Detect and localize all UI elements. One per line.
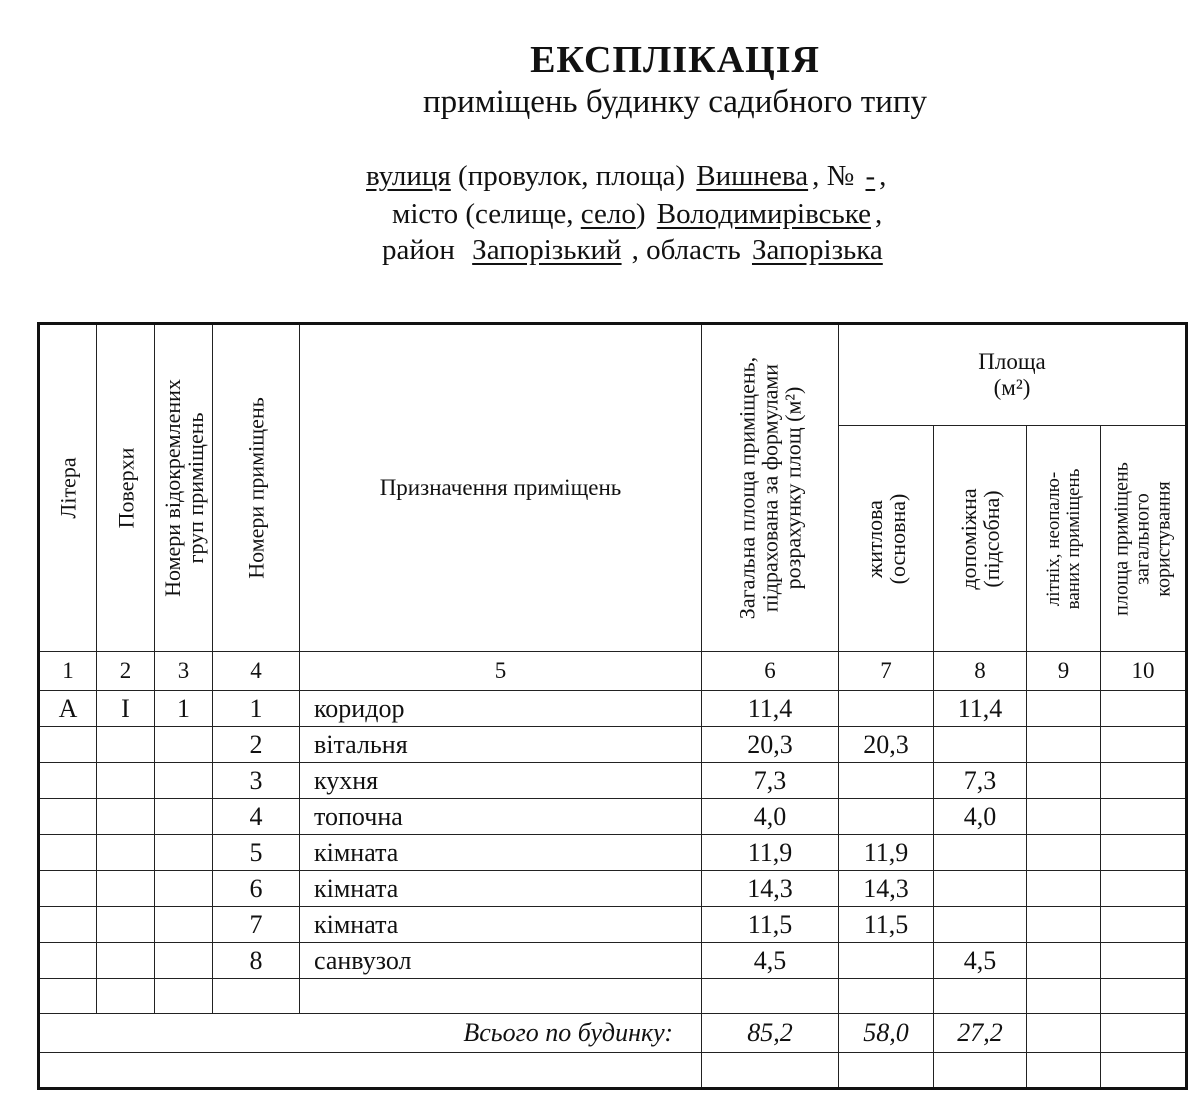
page-subtitle: приміщень будинку садибного типу — [422, 84, 928, 120]
cell-empty — [1027, 907, 1101, 943]
cell-total-area: 11,5 — [702, 907, 839, 943]
cell-floor — [97, 799, 155, 835]
header-total-line1: Загальна площа приміщень, — [734, 356, 760, 620]
header-area-group-unit: (м²) — [993, 375, 1031, 400]
header-purpose: Призначення приміщень — [300, 324, 702, 652]
cell-floor — [97, 871, 155, 907]
total-area-value: 85,2 — [702, 1014, 839, 1053]
header-living-text — [863, 493, 909, 584]
header-aux — [934, 426, 1027, 652]
street-label: вулиця — [366, 160, 451, 192]
cell-aux-area — [934, 727, 1027, 763]
cell-purpose: санвузол — [300, 943, 702, 979]
header-summer-line2: ваних приміщень — [1062, 468, 1084, 609]
cell-floor — [97, 943, 155, 979]
header-groups-text — [160, 379, 206, 597]
cell-group — [155, 943, 213, 979]
district-value: Запорізький — [472, 234, 622, 266]
header-groups-line1: Номери відокремлених — [159, 379, 185, 597]
cell-aux-area: 7,3 — [934, 763, 1027, 799]
cell-group — [155, 799, 213, 835]
line1-end: , — [879, 160, 887, 192]
street-label-rest: (провулок, площа) — [458, 160, 686, 192]
cell-purpose: кімната — [300, 835, 702, 871]
cell-floor — [97, 907, 155, 943]
column-number: 6 — [702, 652, 839, 691]
header-room-numbers-text: Номери приміщень — [243, 397, 269, 579]
cell-empty — [1027, 943, 1101, 979]
table-row — [39, 907, 1187, 943]
header-common-text — [1112, 462, 1175, 616]
cell-litera — [39, 727, 97, 763]
cell-purpose: топочна — [300, 799, 702, 835]
cell-living-area — [839, 691, 934, 727]
cell-purpose: кімната — [300, 907, 702, 943]
table-body — [39, 691, 1187, 979]
cell-empty — [1101, 871, 1187, 907]
cell-group — [155, 763, 213, 799]
cell-aux-area: 11,4 — [934, 691, 1027, 727]
header-summer — [1027, 426, 1101, 652]
table-row — [39, 943, 1187, 979]
cell-purpose: коридор — [300, 691, 702, 727]
column-number: 8 — [934, 652, 1027, 691]
cell-total-area: 20,3 — [702, 727, 839, 763]
header-common-line1: площа приміщень — [1110, 461, 1133, 616]
cell-living-area: 14,3 — [839, 871, 934, 907]
header-aux-line1: допоміжна — [955, 487, 981, 590]
total-label: Всього по будинку: — [39, 1014, 702, 1053]
cell-room-number: 6 — [213, 871, 300, 907]
empty-row — [39, 979, 1187, 1014]
city-label-b: ) — [635, 198, 646, 230]
total-living-value: 58,0 — [839, 1014, 934, 1053]
number-value: - — [865, 160, 876, 192]
column-number: 10 — [1101, 652, 1187, 691]
cell-aux-area: 4,0 — [934, 799, 1027, 835]
city-label-a: місто (селище, — [392, 198, 574, 230]
header-living — [839, 426, 934, 652]
cell-room-number: 3 — [213, 763, 300, 799]
header-poverkhy-text: Поверхи — [112, 447, 138, 529]
column-number: 9 — [1027, 652, 1101, 691]
cell-purpose: кімната — [300, 871, 702, 907]
cell-total-area: 14,3 — [702, 871, 839, 907]
address-line-street — [366, 160, 886, 193]
cell-empty — [1027, 835, 1101, 871]
cell-room-number: 8 — [213, 943, 300, 979]
page-title: ЕКСПЛІКАЦІЯ — [530, 39, 820, 81]
table-row — [39, 727, 1187, 763]
cell-empty — [1101, 727, 1187, 763]
header-total-area — [702, 324, 839, 652]
empty-row — [39, 1053, 1187, 1089]
header-area-group — [839, 324, 1187, 426]
header-groups-line2: груп приміщень — [182, 412, 208, 564]
city-value: Володимирівське — [656, 198, 871, 230]
table-row — [39, 871, 1187, 907]
cell-total-area: 7,3 — [702, 763, 839, 799]
cell-total-area: 11,4 — [702, 691, 839, 727]
header-summer-line1: літніх, неопалю- — [1042, 471, 1064, 606]
address-line-city — [392, 198, 882, 231]
cell-living-area — [839, 799, 934, 835]
cell-empty — [1027, 871, 1101, 907]
header-litera-text: Літера — [55, 457, 81, 519]
cell-living-area: 11,5 — [839, 907, 934, 943]
cell-litera — [39, 907, 97, 943]
cell-empty — [1101, 907, 1187, 943]
cell-group — [155, 871, 213, 907]
cell-living-area — [839, 763, 934, 799]
cell-floor — [97, 727, 155, 763]
header-litera — [39, 324, 97, 652]
explication-table — [37, 322, 1188, 1090]
cell-group: 1 — [155, 691, 213, 727]
header-area-group-label: Площа — [978, 349, 1046, 374]
region-label: , область — [631, 234, 741, 266]
column-number: 4 — [213, 652, 300, 691]
column-number: 2 — [97, 652, 155, 691]
cell-room-number: 7 — [213, 907, 300, 943]
cell-total-area: 11,9 — [702, 835, 839, 871]
header-groups — [155, 324, 213, 652]
cell-floor — [97, 835, 155, 871]
cell-group — [155, 835, 213, 871]
cell-aux-area — [934, 835, 1027, 871]
table-row — [39, 763, 1187, 799]
cell-room-number: 2 — [213, 727, 300, 763]
header-total-line2: підрахована за формулами — [757, 363, 783, 613]
header-poverkhy — [97, 324, 155, 652]
cell-empty — [1027, 727, 1101, 763]
cell-living-area — [839, 943, 934, 979]
column-number: 5 — [300, 652, 702, 691]
total-aux-value: 27,2 — [934, 1014, 1027, 1053]
cell-litera — [39, 871, 97, 907]
cell-empty — [1027, 691, 1101, 727]
cell-total-area: 4,0 — [702, 799, 839, 835]
header-common-line2: загального — [1131, 492, 1154, 585]
number-label: , № — [812, 160, 855, 192]
total-row — [39, 1014, 1187, 1053]
cell-floor: І — [97, 691, 155, 727]
line2-end: , — [874, 198, 883, 230]
column-number: 3 — [155, 652, 213, 691]
table-row — [39, 835, 1187, 871]
header-common-line3: користування — [1152, 480, 1175, 597]
header-living-line1: житлова — [861, 499, 887, 578]
cell-aux-area — [934, 871, 1027, 907]
address-line-district — [382, 234, 887, 267]
header-row-top — [39, 324, 1187, 426]
column-number: 1 — [39, 652, 97, 691]
cell-purpose: вітальня — [300, 727, 702, 763]
region-value: Запорізька — [751, 234, 883, 266]
column-number: 7 — [839, 652, 934, 691]
cell-room-number: 5 — [213, 835, 300, 871]
cell-empty — [1101, 799, 1187, 835]
header-living-line2: (основна) — [885, 493, 910, 584]
cell-litera: А — [39, 691, 97, 727]
cell-empty — [1101, 943, 1187, 979]
header-total-line3: розрахунку площ (м²) — [780, 386, 806, 590]
cell-room-number: 4 — [213, 799, 300, 835]
cell-group — [155, 727, 213, 763]
cell-room-number: 1 — [213, 691, 300, 727]
cell-litera — [39, 943, 97, 979]
header-aux-text — [957, 488, 1003, 589]
cell-litera — [39, 799, 97, 835]
header-room-numbers — [213, 324, 300, 652]
city-label-ul: село — [580, 198, 636, 230]
column-number-row — [39, 652, 1187, 691]
street-value: Вишнева — [696, 160, 809, 192]
cell-litera — [39, 835, 97, 871]
district-label: район — [382, 234, 455, 266]
cell-living-area: 11,9 — [839, 835, 934, 871]
cell-living-area: 20,3 — [839, 727, 934, 763]
header-total-area-text — [735, 357, 804, 619]
cell-aux-area: 4,5 — [934, 943, 1027, 979]
cell-empty — [1027, 763, 1101, 799]
cell-purpose: кухня — [300, 763, 702, 799]
cell-total-area: 4,5 — [702, 943, 839, 979]
cell-floor — [97, 763, 155, 799]
cell-aux-area — [934, 907, 1027, 943]
header-aux-line2: (підсобна) — [979, 489, 1004, 588]
cell-empty — [1101, 763, 1187, 799]
cell-empty — [1101, 835, 1187, 871]
cell-empty — [1101, 691, 1187, 727]
table-row — [39, 799, 1187, 835]
table-row — [39, 691, 1187, 727]
cell-group — [155, 907, 213, 943]
header-summer-text — [1044, 468, 1084, 609]
cell-litera — [39, 763, 97, 799]
cell-empty — [1027, 799, 1101, 835]
header-common — [1101, 426, 1187, 652]
